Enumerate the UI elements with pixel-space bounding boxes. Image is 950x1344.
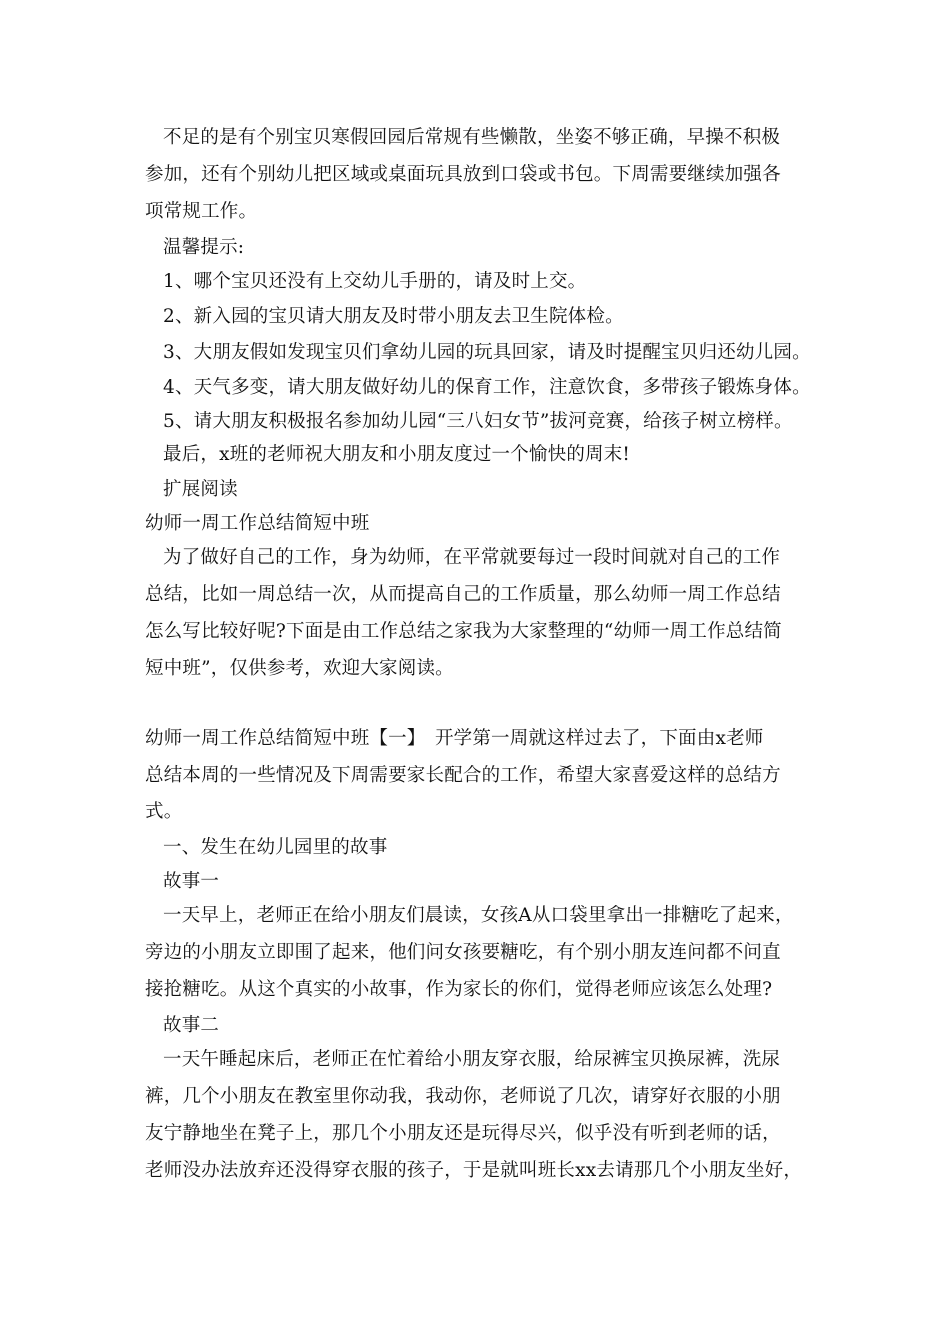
text-line: 接抢糖吃。从这个真实的小故事，作为家长的你们，觉得老师应该怎么处理? — [145, 979, 773, 1000]
text-line: 短中班”，仅供参考，欢迎大家阅读。 — [145, 658, 454, 679]
text-line: 参加，还有个别幼儿把区域或桌面玩具放到口袋或书包。下周需要继续加强各 — [145, 164, 781, 185]
section-heading: 一、发生在幼儿园里的故事 — [163, 837, 388, 858]
list-item: 5、请大朋友积极报名参加幼儿园“三八妇女节”拔河竞赛，给孩子树立榜样。 — [163, 411, 793, 432]
text-line: 不足的是有个别宝贝寒假回园后常规有些懒散，坐姿不够正确，早操不积极 — [163, 127, 781, 148]
text-line: 温馨提示: — [163, 237, 245, 258]
story-heading: 故事二 — [163, 1015, 220, 1036]
list-item: 4、天气多变，请大朋友做好幼儿的保育工作，注意饮食，多带孩子锻炼身体。 — [163, 377, 811, 398]
text-line: 裤，几个小朋友在教室里你动我，我动你，老师说了几次，请穿好衣服的小朋 — [145, 1086, 781, 1107]
list-item: 3、大朋友假如发现宝贝们拿幼儿园的玩具回家，请及时提醒宝贝归还幼儿园。 — [163, 342, 811, 363]
text-line: 最后，x班的老师祝大朋友和小朋友度过一个愉快的周末! — [163, 444, 631, 465]
text-line: 友宁静地坐在凳子上，那几个小朋友还是玩得尽兴，似乎没有听到老师的话， — [145, 1123, 781, 1144]
text-line: 幼师一周工作总结简短中班【一】 开学第一周就这样过去了，下面由x老师 — [145, 728, 764, 749]
list-item: 2、新入园的宝贝请大朋友及时带小朋友去卫生院体检。 — [163, 306, 624, 327]
text-line: 式。 — [145, 801, 183, 822]
text-line: 总结本周的一些情况及下周需要家长配合的工作，希望大家喜爱这样的总结方 — [145, 765, 781, 786]
text-line: 老师没办法放弃还没得穿衣服的孩子，于是就叫班长xx去请那几个小朋友坐好， — [145, 1160, 803, 1181]
text-line: 旁边的小朋友立即围了起来，他们问女孩要糖吃，有个别小朋友连问都不问直 — [145, 942, 781, 963]
section-heading: 扩展阅读 — [163, 479, 238, 500]
text-line: 总结，比如一周总结一次，从而提高自己的工作质量，那么幼师一周工作总结 — [145, 584, 781, 605]
list-item: 1、哪个宝贝还没有上交幼儿手册的，请及时上交。 — [163, 271, 587, 292]
article-title: 幼师一周工作总结简短中班 — [145, 513, 370, 534]
text-line: 怎么写比较好呢?下面是由工作总结之家我为大家整理的“幼师一周工作总结简 — [145, 621, 782, 642]
text-line: 一天早上，老师正在给小朋友们晨读，女孩A从口袋里拿出一排糖吃了起来， — [163, 905, 794, 926]
text-line: 为了做好自己的工作，身为幼师，在平常就要每过一段时间就对自己的工作 — [163, 547, 781, 568]
text-line: 项常规工作。 — [145, 201, 258, 222]
story-heading: 故事一 — [163, 871, 220, 892]
text-line: 一天午睡起床后，老师正在忙着给小朋友穿衣服，给尿裤宝贝换尿裤，洗尿 — [163, 1049, 781, 1070]
